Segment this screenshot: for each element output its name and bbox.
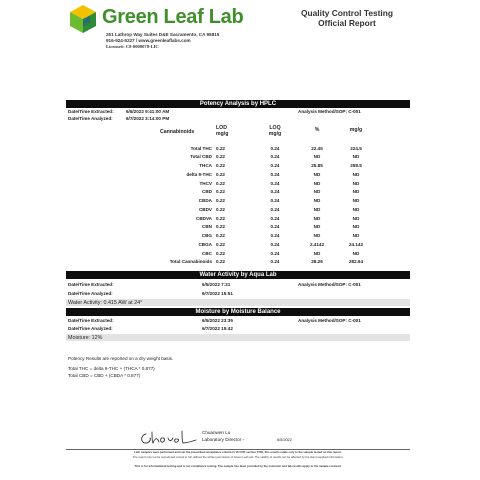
footer-line2: The report may not be reproduced except in full, without the written permission of Green Leaf Lab. The validity of results can be affected by the client supplied information. bbox=[132, 455, 344, 459]
lod-value: 0.22 bbox=[216, 241, 225, 247]
moisture-extracted-label: Date/Time Extracted: bbox=[68, 318, 114, 323]
lod-value: 0.22 bbox=[216, 163, 225, 168]
potency-extracted-value: 6/5/2022 9:41:00 AM bbox=[126, 109, 170, 114]
lod-value: 0.22 bbox=[216, 171, 225, 177]
col-header-loq-label: LOQ bbox=[269, 125, 281, 131]
percent-value: ND bbox=[313, 198, 321, 203]
loq-value: 0.24 bbox=[270, 250, 280, 256]
loq-value: 0.24 bbox=[270, 224, 280, 230]
potency-analyzed-label: Date/Time Analyzed: bbox=[68, 116, 113, 121]
lab-address-block bbox=[106, 32, 219, 50]
water-analyzed-value: 6/7/2022 15:51 bbox=[202, 291, 233, 296]
mg-per-g-value: 224.5 bbox=[350, 145, 362, 151]
water-analyzed-label: Date/Time Analyzed: bbox=[68, 291, 113, 296]
potency-analyzed-value: 6/7/2022 3:14:00 PM bbox=[126, 116, 170, 121]
percent-value: ND bbox=[313, 250, 321, 256]
brand-name: Green Leaf Lab bbox=[102, 6, 244, 28]
col-header-loq-unit: mg/g bbox=[268, 130, 282, 137]
cannabinoid-name: Total Cannabinoids bbox=[169, 259, 212, 265]
mg-per-g-value: ND bbox=[352, 198, 360, 203]
mg-per-g-value: ND bbox=[352, 189, 360, 195]
percent-value: 2.4142 bbox=[309, 241, 325, 247]
moisture-section-header: Moisture by Moisture Balance bbox=[66, 308, 410, 316]
percent-value: 25.85 bbox=[311, 163, 323, 168]
moisture-extracted-value: 6/5/2022 23:35 bbox=[202, 318, 233, 323]
cannabinoid-name: CBN bbox=[202, 224, 212, 230]
percent-value: ND bbox=[313, 215, 321, 221]
col-header-lod bbox=[216, 126, 246, 137]
loq-value: 0.24 bbox=[270, 198, 280, 203]
potency-section-header: Potency Analysis by HPLC bbox=[66, 100, 410, 108]
lod-value: 0.22 bbox=[216, 250, 225, 256]
lab-license: License#: C8-0000078-LIC bbox=[106, 44, 159, 49]
lod-value: 0.22 bbox=[216, 233, 225, 238]
cannabinoid-name: CBGA bbox=[198, 241, 212, 247]
loq-value: 0.24 bbox=[270, 145, 280, 151]
lod-value: 0.22 bbox=[216, 198, 225, 203]
lod-value: 0.22 bbox=[216, 189, 225, 195]
lab-contact: 916-924-5227 / www.greenleaflabs.com bbox=[106, 38, 191, 43]
moisture-analyzed-label: Date/Time Analyzed: bbox=[68, 326, 113, 331]
loq-value: 0.24 bbox=[270, 233, 280, 238]
cannabinoid-name: CBC bbox=[202, 250, 212, 256]
director-signature-icon bbox=[138, 426, 208, 448]
lod-value: 0.22 bbox=[216, 259, 225, 265]
loq-value: 0.24 bbox=[270, 215, 280, 221]
col-header-lod-unit: mg/g bbox=[216, 130, 229, 137]
percent-value: ND bbox=[313, 233, 321, 238]
cannabinoid-name: CBD bbox=[202, 189, 212, 195]
signature-date: 6/5/2022 bbox=[277, 438, 292, 442]
water-extracted-label: Date/Time Extracted: bbox=[68, 282, 114, 287]
cannabinoid-name: delta 9-THC bbox=[186, 171, 212, 177]
percent-value: ND bbox=[313, 224, 321, 230]
mg-per-g-value: ND bbox=[352, 180, 360, 186]
mg-per-g-value: ND bbox=[352, 224, 360, 230]
loq-value: 0.24 bbox=[270, 206, 280, 212]
lod-value: 0.22 bbox=[216, 206, 225, 212]
loq-value: 0.24 bbox=[270, 171, 280, 177]
report-title-line2: Official Report bbox=[318, 18, 376, 28]
cannabinoid-name: CBDVA bbox=[196, 215, 212, 221]
mg-per-g-value: ND bbox=[352, 206, 360, 212]
cannabinoid-name: THCA bbox=[199, 163, 212, 168]
director-role: Laboratory Director - bbox=[202, 437, 245, 442]
mg-per-g-value: ND bbox=[352, 215, 360, 221]
lod-value: 0.22 bbox=[216, 154, 225, 160]
footer-line3: This is for informational testing and is not compliance testing. The sample has been provided by the customer and lab results apply to the sample received. bbox=[134, 464, 342, 468]
note-total-cbd-formula: Total CBD = CBD + (CBDA * 0.877) bbox=[68, 373, 141, 378]
lod-value: 0.22 bbox=[216, 180, 225, 186]
percent-value: ND bbox=[313, 189, 321, 195]
lod-value: 0.22 bbox=[216, 224, 225, 230]
lab-address: 251 Lathrop Way Suites D&E Sacramento, CA 95815 bbox=[106, 32, 220, 37]
mg-per-g-value: ND bbox=[352, 154, 360, 160]
cannabinoid-name: THCV bbox=[199, 180, 212, 186]
loq-value: 0.24 bbox=[270, 189, 280, 195]
col-header-cannabinoids: Cannabinoids bbox=[160, 129, 195, 135]
note-total-thc-formula: Total THC = delta 9-THC + (THCA * 0.877) bbox=[68, 366, 155, 371]
water-method: Analysis Method/SOP: C-001 bbox=[298, 282, 361, 287]
col-header-mg-per-g: mg/g bbox=[349, 127, 363, 133]
moisture-analyzed-value: 6/7/2022 15:42 bbox=[202, 326, 233, 331]
loq-value: 0.24 bbox=[270, 163, 280, 168]
green-leaf-lab-logo-icon bbox=[68, 4, 98, 34]
water-section-header: Water Activity by Aqua Lab bbox=[66, 271, 410, 279]
percent-value: 28.26 bbox=[311, 259, 323, 265]
lod-value: 0.22 bbox=[216, 145, 225, 151]
percent-value: ND bbox=[313, 154, 321, 160]
loq-value: 0.24 bbox=[270, 259, 280, 265]
footer-line1: L&C samples were performed and met the prescribed acceptance criteria in 16 CCR section 5730, this results relate only to the sample tested on this report. bbox=[134, 450, 342, 454]
percent-value: 22.45 bbox=[311, 145, 323, 151]
potency-extracted-label: Date/Time Extracted: bbox=[68, 109, 114, 114]
percent-value: ND bbox=[313, 206, 321, 212]
percent-value: ND bbox=[313, 180, 321, 186]
col-header-lod-label: LOD bbox=[216, 125, 227, 131]
note-dry-weight: Potency Results are reported on a dry weight basis. bbox=[68, 356, 174, 361]
water-activity-result: Water Activity: 0.415 AW at 24° bbox=[68, 299, 143, 306]
mg-per-g-value: ND bbox=[352, 250, 360, 256]
col-header-loq bbox=[260, 126, 290, 137]
lod-value: 0.22 bbox=[216, 215, 225, 221]
director-name: Chuanwen Lu bbox=[202, 430, 231, 435]
loq-value: 0.24 bbox=[270, 241, 280, 247]
report-title bbox=[282, 8, 412, 28]
mg-per-g-value: 24.142 bbox=[348, 241, 364, 247]
cannabinoid-name: CBDV bbox=[198, 206, 212, 212]
mg-per-g-value: 258.5 bbox=[350, 163, 362, 168]
cannabinoid-name: CBG bbox=[201, 233, 212, 238]
report-title-line1: Quality Control Testing bbox=[301, 8, 393, 18]
mg-per-g-value: ND bbox=[352, 233, 360, 238]
mg-per-g-value: ND bbox=[352, 171, 360, 177]
col-header-percent: % bbox=[314, 127, 320, 133]
water-extracted-value: 6/5/2022 7:21 bbox=[202, 282, 231, 287]
loq-value: 0.24 bbox=[270, 180, 280, 186]
percent-value: ND bbox=[313, 171, 321, 177]
loq-value: 0.24 bbox=[270, 154, 280, 160]
moisture-result: Moisture: 12% bbox=[68, 334, 103, 341]
cannabinoid-name: CBDA bbox=[198, 198, 212, 203]
cannabinoid-name: Total THC bbox=[190, 145, 212, 151]
potency-method: Analysis Method/SOP: C-001 bbox=[298, 109, 361, 114]
moisture-method: Analysis Method/SOP: C-001 bbox=[298, 318, 361, 323]
mg-per-g-value: 282.64 bbox=[348, 259, 364, 265]
moisture-result-row bbox=[66, 334, 410, 341]
cannabinoid-name: Total CBD bbox=[190, 154, 212, 160]
